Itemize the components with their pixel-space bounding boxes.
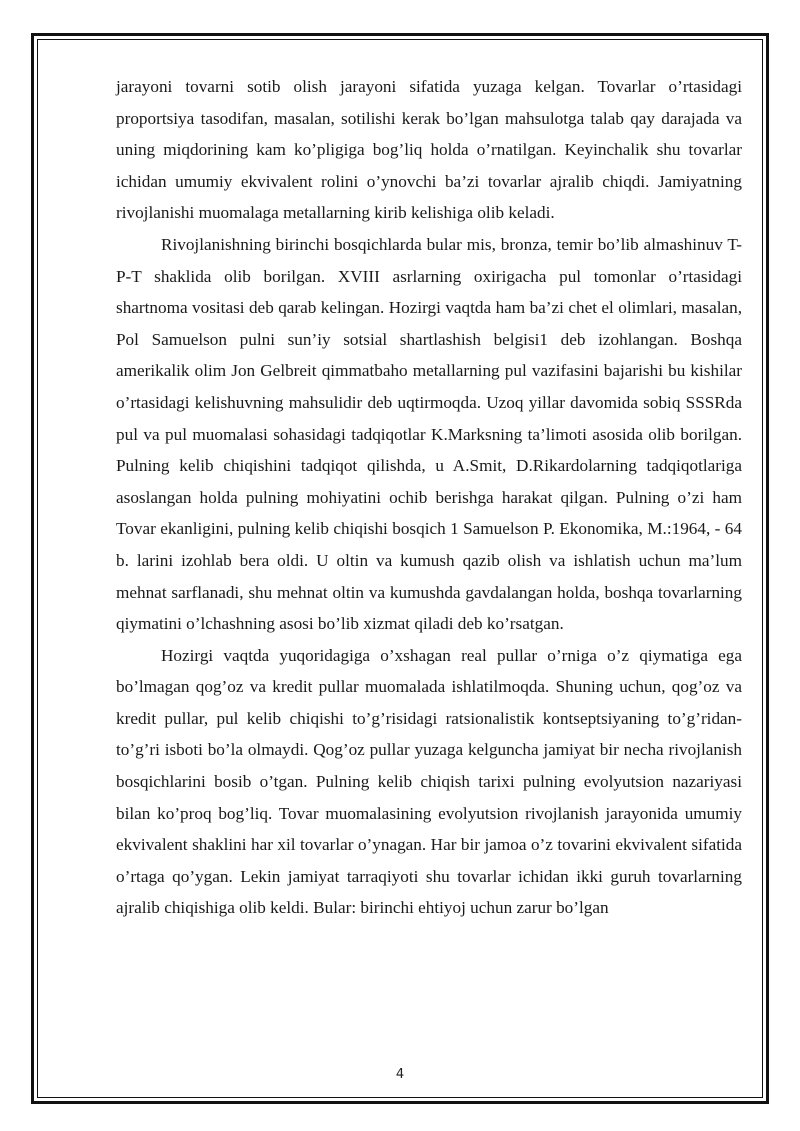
- paragraph-1: jarayoni tovarni sotib olish jarayoni sifatida yuzaga kelgan. Tovarlar o’rtasidagi proportsiya tasodifan, masalan, sotilishi kerak bo’lgan mahsulotga talab qay darajada va uning miqdorining kam ko’pligiga bog’liq holda o’rnatilgan. Keyinchalik shu tovarlar ichidan umumiy ekvivalent rolini o’ynovchi ba’zi tovarlar ajralib chiqdi. Jamiyatning rivojlanishi muomalaga metallarning kirib kelishiga olib keladi.: [116, 77, 742, 223]
- paragraph-3: Hozirgi vaqtda yuqoridagiga o’xshagan real pullar o’rniga o’z qiymatiga ega bo’lmagan qog’oz va kredit pullar muomalada ishlatilmoqda. Shuning uchun, qog’oz va kredit pullar, pul kelib chiqishi to’g’risidagi ratsionalistik kontseptsiyaning to’g’ridan-to’g’ri isboti bo’la olmaydi. Qog’oz pullar yuzaga kelguncha jamiyat bir necha rivojlanish bosqichlarini bosib o’tgan. Pulning kelib chiqish tarixi pulning evolyutsion nazariyasi bilan ko’proq bog’liq. Tovar muomalasining evolyutsion rivojlanish jarayonida umumiy ekvivalent shaklini har xil tovarlar o’ynagan. Har bir jamoa o’z tovarini ekvivalent sifatida o’rtaga qo’ygan. Lekin jamiyat tarraqiyoti shu tovarlar ichidan ikki guruh tovarlarning ajralib chiqishiga olib keldi. Bular: birinchi ehtiyoj uchun zarur bo’lgan: [116, 645, 742, 918]
- page-number: 4: [395, 1067, 405, 1082]
- paragraph-2: Rivojlanishning birinchi bosqichlarda bular mis, bronza, temir bo’lib almashinuv T-P-T shaklida olib borilgan. XVIII asrlarning oxirigacha pul tomonlar o’rtasidagi shartnoma vositasi deb qarab kelingan. Hozirgi vaqtda ham ba’zi chet el olimlari, masalan, Pol Samuelson pulni sun’iy sotsial shartlashish belgisi1 deb izohlangan. Boshqa amerikalik olim Jon Gelbreit qimmatbaho metallarning pul vazifasini bajarishi bu kishilar o’rtasidagi kelishuvning mahsulidir deb uqtirmoqda. Uzoq yillar davomida sobiq SSSRda pul va pul muomalasi sohasidagi tadqiqotlar K.Marksning ta’limoti asosida olib borilgan. Pulning kelib chiqishini tadqiqot qilishda, u A.Smit, D.Rikardolarning tadqiqotlariga asoslangan holda pulning mohiyatini ochib berishga harakat qilgan. Pulning o’zi ham Tovar ekanligini, pulning kelib chiqishi bosqich 1 Samuelson P. Ekonomika, M.:1964, - 64 b. larini izohlab bera oldi. U oltin va kumush qazib olish va ishlatish uchun ma’lum mehnat sarflanadi, shu mehnat oltin va kumushda gavdalangan holda, boshqa tovarlarning qiymatini o’lchashning asosi bo’lib xizmat qiladi deb ko’rsatgan.: [116, 234, 742, 634]
- document-body: [116, 71, 742, 924]
